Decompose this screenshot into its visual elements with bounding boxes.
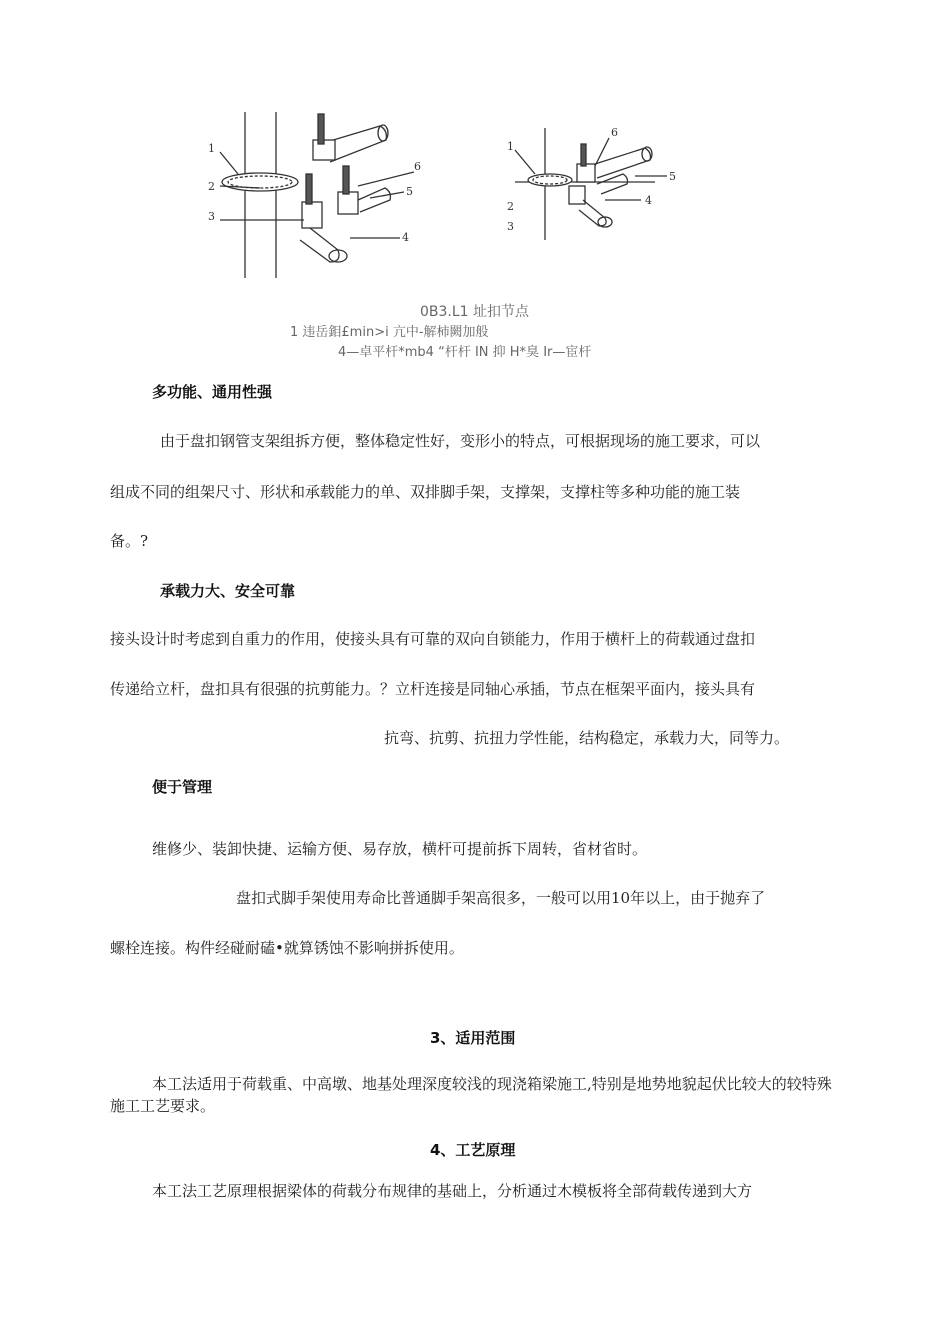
- load-line-2: 传递给立杆，盘扣具有很强的抗剪能力。？立杆连接是同轴心承插，节点在框架平面内，接头具有: [110, 680, 756, 698]
- left-label-6: 6: [414, 160, 421, 173]
- manage-line-1: 维修少、装卸快捷、运输方便、易存放，横杆可提前拆下周转，省材省时。: [152, 840, 648, 858]
- right-label-6: 6: [611, 126, 618, 139]
- manage-line-2: 盘扣式脚手架使用寿命比普通脚手架高很多，一般可以用10年以上，由于抛弃了: [236, 889, 766, 907]
- section-4-title: 4、工艺原理: [430, 1141, 516, 1159]
- heading-multi-function: 多功能、通用性强: [152, 383, 273, 401]
- heading-load-capacity: 承载力大、安全可靠: [160, 582, 296, 600]
- left-label-5: 5: [406, 185, 413, 198]
- right-label-4: 4: [645, 194, 652, 207]
- figure-caption-legend-2: 4—卓平杆*mb4 “杆杆 IN 抑 H*臭 Ir—宦杆: [338, 345, 592, 360]
- right-label-3: 3: [507, 220, 514, 233]
- section-4-text: 本工法工艺原理根据梁体的荷载分布规律的基础上，分析通过木模板将全部荷载传递到大方: [152, 1182, 753, 1200]
- scaffold-node-figure-left: [200, 100, 440, 285]
- multi-line-2: 组成不同的组架尺寸、形状和承载能力的单、双排脚手架，支撑架，支撑柱等多种功能的施工装: [110, 483, 741, 501]
- scaffold-node-figure-right: [505, 120, 685, 250]
- figure-caption-legend-1: 1 违岳鉬£min>i 亢中-解柿闕加般: [290, 325, 489, 340]
- left-label-3: 3: [208, 210, 215, 223]
- left-label-1: 1: [208, 142, 215, 155]
- multi-line-3: 备。?: [110, 532, 149, 550]
- multi-line-1: 由于盘扣钢管支架组拆方便，整体稳定性好，变形小的特点，可根据现场的施工要求，可以: [160, 432, 761, 450]
- right-label-1: 1: [507, 140, 514, 153]
- figure-caption-title: 0B3.L1 址扣节点: [420, 304, 530, 320]
- left-label-2: 2: [208, 180, 215, 193]
- left-label-4: 4: [402, 231, 409, 244]
- section-3-title: 3、适用范围: [430, 1029, 516, 1047]
- section-3-text: 本工法适用于荷载重、中高墩、地基处理深度较浅的现浇箱梁施工,特别是地势地貌起伏比较大的较特殊施工工艺要求。: [110, 1075, 832, 1115]
- load-line-3: 抗弯、抗剪、抗扭力学性能，结构稳定，承载力大，同等力。: [384, 729, 790, 747]
- manage-line-3: 螺栓连接。构件经碰耐磕•就算锈蚀不影响拼拆使用。: [110, 939, 464, 957]
- heading-management: 便于管理: [152, 778, 213, 796]
- right-label-5: 5: [669, 170, 676, 183]
- right-label-2: 2: [507, 200, 514, 213]
- load-line-1: 接头设计时考虑到自重力的作用，使接头具有可靠的双向自锁能力，作用于横杆上的荷载通过盘扣: [110, 630, 756, 648]
